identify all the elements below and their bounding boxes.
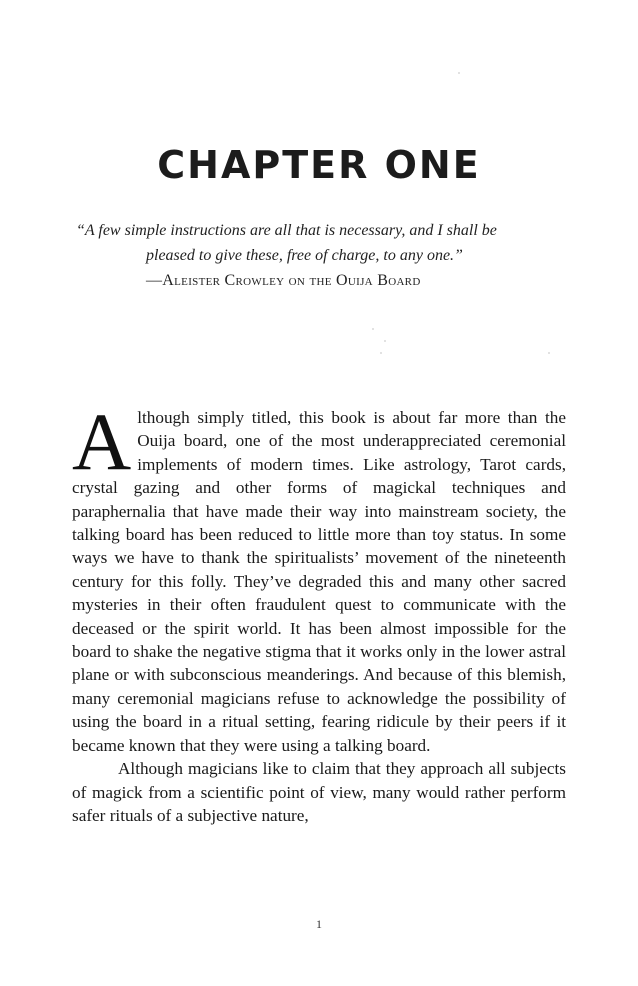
- epigraph-line-2: pleased to give these, free of charge, to any one.”: [146, 247, 463, 264]
- body-text: [72, 396, 566, 827]
- scan-speck: [384, 340, 386, 342]
- paragraph-1: [72, 396, 566, 757]
- page-number: 1: [316, 917, 322, 931]
- scan-speck: [548, 352, 550, 354]
- drop-cap: A: [72, 396, 132, 487]
- scan-speck: [458, 72, 460, 74]
- paragraph-1-text: lthough simply titled, this book is about far more than the Ouija board, one of the most underappreciated ceremonial implements of modern times. Like astrology, Tarot cards, crystal gazing and other forms of magickal techniques and paraphernalia that have made their way into mainstream society, the talking board has been reduced to little more than toy status. In some ways we have to thank the spiritualists’ movement of the nineteenth century for this folly. They’ve degraded this and many other sacred mysteries in their often fraudulent quest to communicate with the deceased or the spirit world. It has been almost impossible for the board to shake the negative stigma that it works only in the lower astral plane or with subconscious meanderings. And because of this blemish, many ceremonial magicians refuse to acknowledge the possibility of using the board in a ritual setting, fearing ridicule by their peers if it became known that they were using a talking board.: [72, 408, 566, 755]
- scan-speck: [380, 352, 382, 354]
- epigraph-line-1: “A few simple instructions are all that is necessary, and I shall be: [76, 222, 497, 239]
- scan-speck: [372, 328, 374, 330]
- chapter-title: CHAPTER ONE: [157, 143, 481, 187]
- epigraph-attribution: —Aleister Crowley on the Ouija Board: [146, 272, 421, 289]
- epigraph: [76, 218, 576, 293]
- paragraph-2: Although magicians like to claim that they approach all subjects of magick from a scientific point of view, many would rather perform safer rituals of a subjective nature,: [72, 759, 566, 825]
